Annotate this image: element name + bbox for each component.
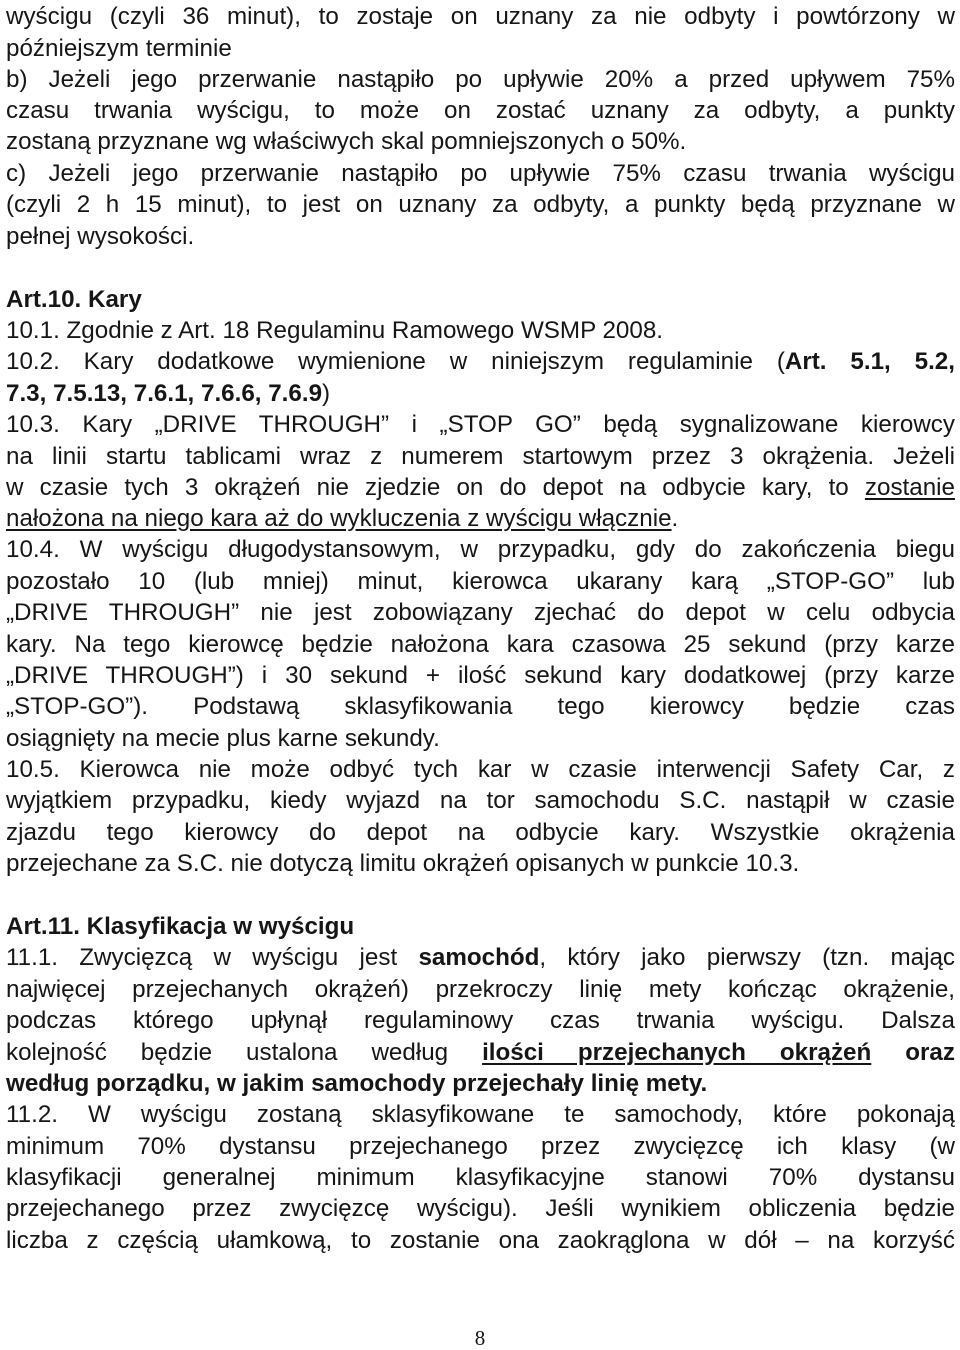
text-segment: 10.2. Kary dodatkowe wymienione w niniejszym regulaminie ( — [6, 348, 785, 375]
point-b-line: b) Jeżeli jego przerwanie nastąpiło po upływie 20% a przed upływem 75% — [6, 66, 955, 93]
paragraph-10-2-line — [6, 378, 330, 409]
paragraph-11-2-line: liczba z częścią ułamkową, to zostanie ona zaokrąglona w dół – na korzyść — [6, 1227, 955, 1254]
paragraph-10-4-line: „STOP-GO”). Podstawą sklasyfikowania tego kierowcy będzie czas — [6, 693, 955, 720]
bold-text: samochód — [418, 944, 540, 971]
article-references: Art. 5.1, 5.2, — [784, 348, 955, 375]
paragraph-10-5-line: przejechane za S.C. nie dotyczą limitu okrążeń opisanych w punkcie 10.3. — [6, 850, 800, 877]
paragraph-11-2-line: minimum 70% dystansu przejechanego przez zwycięzcę ich klasy (w — [6, 1133, 955, 1160]
text-segment: kolejność będzie ustalona według — [6, 1039, 483, 1066]
paragraph-10-5-line: zjazdu tego kierowcy do depot na odbycie kary. Wszystkie okrążenia — [6, 819, 955, 846]
point-b-line: zostaną przyznane wg właściwych skal pomniejszonych o 50%. — [6, 128, 687, 155]
paragraph-10-2-line — [6, 346, 955, 377]
article-heading: Art.10. Kary — [6, 286, 142, 313]
text-segment: , który jako pierwszy (tzn. mając — [539, 944, 955, 971]
paragraph-10-5-line: 10.5. Kierowca nie może odbyć tych kar w czasie interwencji Safety Car, z — [6, 756, 955, 783]
article-references: 7.3, 7.5.13, 7.6.1, 7.6.6, 7.6.9 — [6, 380, 323, 407]
bold-underlined-text: ilości przejechanych okrążeń — [482, 1039, 872, 1066]
article-heading: Art.11. Klasyfikacja w wyścigu — [6, 913, 355, 940]
paragraph-10-4-line: 10.4. W wyścigu długodystansowym, w przypadku, gdy do zakończenia biegu — [6, 536, 955, 563]
paragraph-10-3-line — [6, 472, 955, 503]
paragraph-11-2-line: przejechanego przez zwycięzcę wyścigu). Jeśli wynikiem obliczenia będzie — [6, 1195, 955, 1222]
bold-text: oraz — [871, 1039, 955, 1066]
paragraph-11-2-line: klasyfikacji generalnej minimum klasyfikacyjne stanowi 70% dystansu — [6, 1164, 955, 1191]
point-b-line: czasu trwania wyścigu, to może on zostać uznany za odbyty, a punkty — [6, 97, 955, 124]
point-c-line: c) Jeżeli jego przerwanie nastąpiło po upływie 75% czasu trwania wyścigu — [6, 160, 955, 187]
text-segment: . — [671, 505, 679, 532]
paragraph-11-1-line: podczas którego upłynął regulaminowy czas trwania wyścigu. Dalsza — [6, 1007, 955, 1034]
paragraph-10-3-line: 10.3. Kary „DRIVE THROUGH” i „STOP GO” będą sygnalizowane kierowcy — [6, 411, 955, 438]
paragraph-11-1-line — [6, 1037, 955, 1068]
underlined-text: nałożona na niego kara aż do wykluczenia z wyścigu włącznie — [6, 505, 672, 532]
paragraph-10-3-line — [6, 503, 678, 534]
paragraph-10-3-line: na linii startu tablicami wraz z numerem startowym przez 3 okrążenia. Jeżeli — [6, 443, 955, 470]
underlined-text: zostanie — [864, 474, 955, 501]
text-line: późniejszym terminie — [6, 35, 232, 62]
paragraph-11-1-line: według porządku, w jakim samochody przejechały linię mety. — [6, 1070, 708, 1097]
paragraph-11-1-line — [6, 942, 955, 973]
paragraph-10-4-line: „DRIVE THROUGH” nie jest zobowiązany zjechać do depot w celu odbycia — [6, 599, 955, 626]
paragraph-10-4-line: kary. Na tego kierowcę będzie nałożona kara czasowa 25 sekund (przy karze — [6, 631, 955, 658]
paragraph-10-4-line: „DRIVE THROUGH”) i 30 sekund + ilość sekund kary dodatkowej (przy karze — [6, 662, 955, 689]
text-segment: w czasie tych 3 okrążeń nie zjedzie on do depot na odbycie kary, to — [6, 474, 865, 501]
point-c-line: (czyli 2 h 15 minut), to jest on uznany za odbyty, a punkty będą przyznane w — [6, 191, 955, 218]
text-segment: 11.1. Zwycięzcą w wyścigu jest — [6, 944, 419, 971]
text-line: wyścigu (czyli 36 minut), to zostaje on uznany za nie odbyty i powtórzony w — [6, 3, 955, 30]
paragraph-10-1: 10.1. Zgodnie z Art. 18 Regulaminu Ramowego WSMP 2008. — [6, 317, 664, 344]
text-segment: ) — [322, 380, 331, 407]
paragraph-10-4-line: osiągnięty na mecie plus karne sekundy. — [6, 725, 440, 752]
point-c-line: pełnej wysokości. — [6, 223, 195, 250]
page-number: 8 — [474, 1326, 486, 1350]
paragraph-11-2-line: 11.2. W wyścigu zostaną sklasyfikowane te samochody, które pokonają — [6, 1101, 955, 1128]
paragraph-10-4-line: pozostało 10 (lub mniej) minut, kierowca ukarany karą „STOP-GO” lub — [6, 568, 955, 595]
paragraph-11-1-line: najwięcej przejechanych okrążeń) przekroczy linię mety kończąc okrążenie, — [6, 976, 955, 1003]
paragraph-10-5-line: wyjątkiem przypadku, kiedy wyjazd na tor samochodu S.C. nastąpił w czasie — [6, 787, 955, 814]
